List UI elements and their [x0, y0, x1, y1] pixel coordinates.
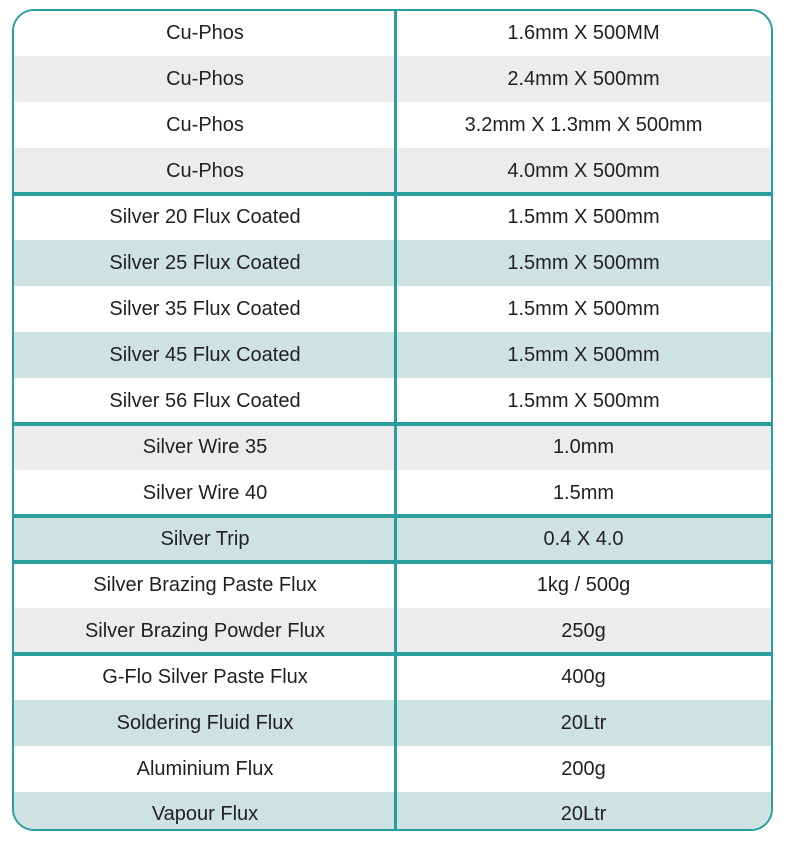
product-name-cell: Vapour Flux	[151, 803, 259, 825]
table-row	[14, 240, 771, 286]
product-name-cell: Cu-Phos	[166, 113, 244, 136]
product-name-cell: Silver Brazing Paste Flux	[93, 573, 317, 596]
table-row	[14, 746, 771, 792]
column-divider	[394, 11, 397, 829]
product-name-cell: Cu-Phos	[166, 67, 244, 90]
group-separator	[14, 560, 771, 564]
product-name-cell: Silver 45 Flux Coated	[109, 343, 301, 366]
table-row	[14, 700, 771, 746]
product-name-cell: G-Flo Silver Paste Flux	[102, 665, 308, 688]
table-row	[14, 148, 771, 194]
product-size-cell: 3.2mm X 1.3mm X 500mm	[464, 113, 703, 136]
product-size-cell: 250g	[561, 619, 606, 642]
product-size-table	[12, 9, 773, 831]
product-size-cell: 1.5mm	[552, 481, 615, 504]
product-size-cell: 1.5mm X 500mm	[507, 297, 660, 320]
product-size-cell: 4.0mm X 500mm	[507, 159, 660, 182]
product-size-cell: 1.5mm X 500mm	[507, 389, 660, 412]
table-row	[14, 562, 771, 608]
table-body	[14, 11, 771, 831]
product-size-cell: 20Ltr	[560, 711, 607, 734]
product-name-cell: Soldering Fluid Flux	[116, 711, 294, 734]
product-name-cell: Silver 56 Flux Coated	[109, 389, 301, 412]
product-size-cell: 1.6mm X 500MM	[507, 22, 660, 44]
table-row	[14, 194, 771, 240]
product-size-cell: 1.0mm	[552, 435, 615, 458]
group-separator	[14, 192, 771, 196]
product-size-cell: 0.4 X 4.0	[543, 527, 624, 550]
group-separator	[14, 422, 771, 426]
table-row	[14, 11, 771, 56]
product-name-cell: Silver Wire 35	[142, 435, 268, 458]
product-name-cell: Silver Brazing Powder Flux	[84, 619, 326, 642]
product-size-cell: 20Ltr	[560, 803, 607, 825]
product-name-cell: Silver Trip	[160, 527, 250, 550]
table-row	[14, 516, 771, 562]
product-size-cell: 2.4mm X 500mm	[507, 67, 660, 90]
product-name-cell: Aluminium Flux	[136, 757, 274, 780]
table-row	[14, 56, 771, 102]
product-size-cell: 200g	[561, 757, 606, 780]
product-name-cell: Silver Wire 40	[142, 481, 268, 504]
product-size-cell: 1kg / 500g	[536, 573, 631, 596]
table-row	[14, 286, 771, 332]
product-size-cell: 1.5mm X 500mm	[507, 343, 660, 366]
table-row	[14, 332, 771, 378]
group-separator	[14, 514, 771, 518]
table-row	[14, 654, 771, 700]
product-name-cell: Silver 25 Flux Coated	[109, 251, 301, 274]
table-row	[14, 424, 771, 470]
product-size-cell: 1.5mm X 500mm	[507, 251, 660, 274]
product-name-cell: Cu-Phos	[166, 22, 244, 44]
table-row	[14, 378, 771, 424]
table-row	[14, 470, 771, 516]
table-row	[14, 608, 771, 654]
product-name-cell: Silver 35 Flux Coated	[109, 297, 301, 320]
product-name-cell: Silver 20 Flux Coated	[109, 205, 301, 228]
table-row	[14, 792, 771, 831]
product-size-cell: 1.5mm X 500mm	[507, 205, 660, 228]
product-size-cell: 400g	[561, 665, 606, 688]
product-name-cell: Cu-Phos	[166, 159, 244, 182]
group-separator	[14, 652, 771, 656]
table-row	[14, 102, 771, 148]
